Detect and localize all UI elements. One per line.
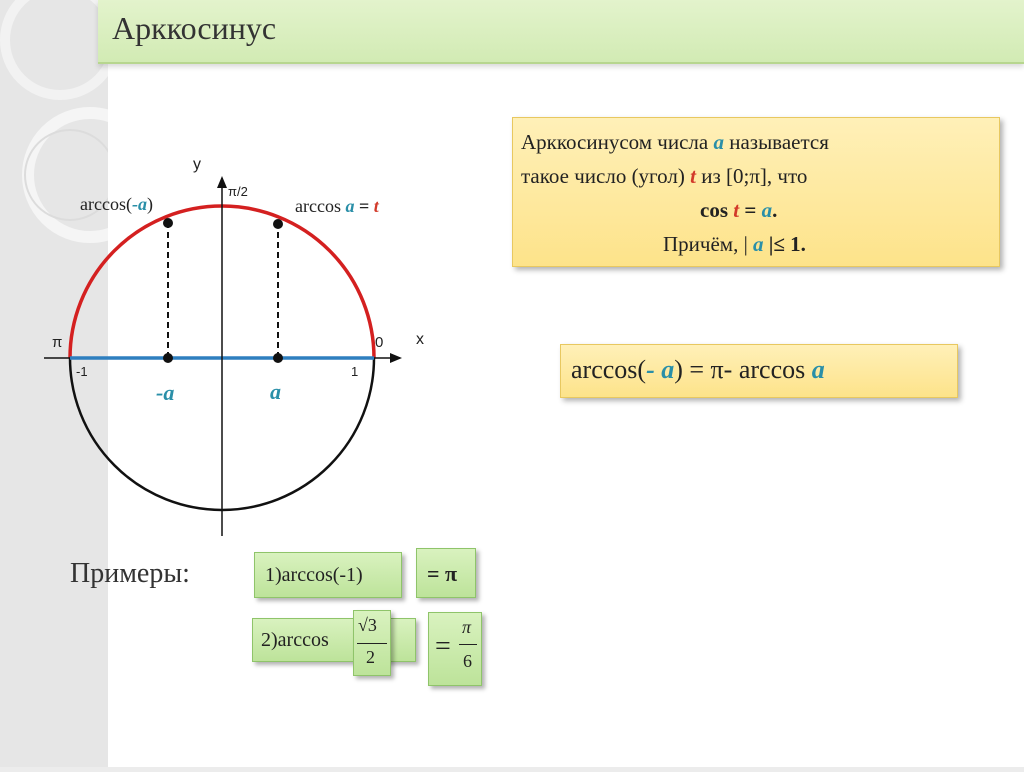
example-2-fraction [353,610,391,676]
definition-line-1: Арккосинусом числа a называется [521,130,829,154]
answer-2-fraction-bar [459,644,477,645]
answer-1-text: = π [427,561,458,586]
half-pi-label: π/2 [228,184,248,199]
arccos-neg-a-label: arccos(-a) [80,194,153,214]
answer-1-box [416,548,476,598]
definition-line-4: Причём, | a |≤ 1. [663,232,806,256]
page-title: Арккосинус [112,10,277,46]
point-neg-a [163,353,173,363]
answer-2-box [428,612,482,686]
example-2-box [252,618,416,662]
a-label: a [270,379,281,404]
arccos-a-label: arccos a = t [295,196,379,216]
one-label: 1 [351,364,359,379]
answer-2-equals: = [435,631,451,662]
definition-box [512,117,1000,267]
examples-label: Примеры: [70,558,190,589]
pi-label: π [52,334,63,351]
definition-line-2: такое число (угол) t из [0;π], что [521,164,808,188]
answer-2-denominator: 6 [463,651,472,671]
formula-box [560,344,958,398]
formula-text: arccos(- a) = π- arccos a [571,355,825,384]
minus-one-label: -1 [76,364,88,379]
y-axis-arrow [217,176,227,188]
point-arccos-a [273,219,283,229]
fraction-denominator-2: 2 [366,647,375,667]
example-2-text: 2)arccos [261,629,329,651]
fraction-bar [357,643,387,644]
neg-a-label: -a [156,380,175,405]
example-1-text: 1)arccos(-1) [265,564,363,586]
definition-line-3: cos t = a. [700,198,778,222]
y-axis-label: y [193,156,201,173]
point-arccos-neg-a [163,218,173,228]
answer-2-numerator: π [462,617,472,637]
example-1-box [254,552,402,598]
zero-label: 0 [375,334,384,351]
point-a [273,353,283,363]
x-axis-arrow [390,353,402,363]
fraction-numerator-sqrt3: √3 [358,615,377,635]
x-axis-label: x [416,331,424,348]
